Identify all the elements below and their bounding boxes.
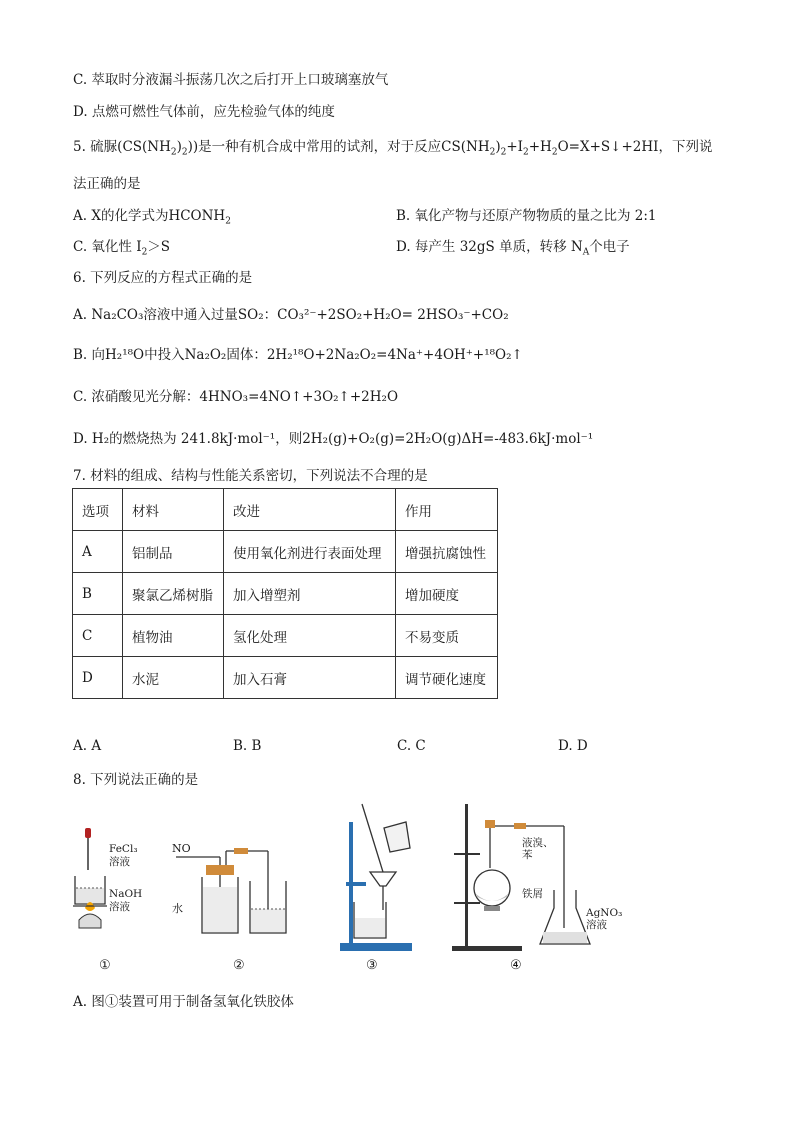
fig1-naoh-label: NaOH: [109, 888, 143, 900]
q5-stem: 5. 硫脲$(CS(NH_2)_2)$)是一种有机合成中常用的试剂，对于反应$CS(NH_2)_2+I_2+H_2O=X+S↓+2HI$，下列说: [73, 139, 713, 158]
q5-stem-eq: +I: [506, 139, 524, 155]
figure-3-label: ③: [366, 958, 378, 973]
table-row: [73, 573, 498, 615]
figure-1: [65, 828, 155, 948]
q5-option-d: D. 每产生 32gS 单质，转移 $N_A$个电子: [396, 239, 630, 258]
fig4-iron-label: 铁屑: [522, 888, 543, 900]
table-cell: B: [73, 573, 123, 615]
table-header-cell: 选项: [73, 489, 123, 531]
fig1-fecl3-label: FeCl₃: [109, 843, 138, 855]
q5-option-c: C. 氧化性 $I_2>S$: [73, 239, 171, 258]
q7-stem: 7. 材料的组成、结构与性能关系密切，下列说法不合理的是: [73, 468, 428, 484]
q4-option-d: D. 点燃可燃性气体前，应先检验气体的纯度: [73, 104, 335, 120]
apparatus-4-drawing: [440, 798, 610, 954]
q5-option-a-text: A. X的化学式为HCONH: [73, 208, 226, 224]
fig2-no-label: NO: [172, 842, 191, 855]
table-cell: 聚氯乙烯树脂: [123, 573, 224, 615]
fig1-solution2-label: 溶液: [109, 901, 130, 913]
apparatus-2-drawing: [168, 843, 298, 943]
q6-option-d: D. H₂的燃烧热为 241.8kJ·mol⁻¹，则2H₂(g)+O₂(g)=2H₂O(g)ΔH=-483.6kJ·mol⁻¹: [73, 431, 594, 447]
table-cell: 增强抗腐蚀性: [396, 531, 498, 573]
fig2-water-label: 水: [172, 902, 183, 915]
q7-option-a: A. A: [73, 738, 102, 754]
q6-stem: 6. 下列反应的方程式正确的是: [73, 270, 253, 286]
q8-stem: 8. 下列说法正确的是: [73, 772, 199, 788]
q5-stem-eq3: O=X+S↓+2HI，下列说: [557, 139, 713, 155]
table-cell: 不易变质: [396, 615, 498, 657]
table-cell: 使用氧化剂进行表面处理: [224, 531, 396, 573]
table-cell: 水泥: [123, 657, 224, 699]
table-header-row: [73, 489, 498, 531]
fig4-agno3-label: AgNO₃: [586, 907, 623, 919]
table-cell: 植物油: [123, 615, 224, 657]
table-cell: A: [73, 531, 123, 573]
q5-option-b: B. 氧化产物与还原产物物质的量之比为 2:1: [396, 208, 657, 224]
q7-table: [72, 488, 498, 699]
q4-option-c: C. 萃取时分液漏斗振荡几次之后打开上口玻璃塞放气: [73, 72, 389, 88]
q5-stem-line2: 法正确的是: [73, 176, 141, 192]
q5-option-d-pre: D. 每产生 32gS 单质，转移 N: [396, 239, 583, 255]
figure-2-label: ②: [233, 958, 245, 973]
table-cell: 铝制品: [123, 531, 224, 573]
figure-1-label: ①: [99, 958, 111, 973]
figure-4-label: ④: [510, 958, 522, 973]
table-row: [73, 531, 498, 573]
table-header-cell: 作用: [396, 489, 498, 531]
q7-option-d: D. D: [558, 738, 588, 754]
q6-option-a: A. Na₂CO₃溶液中通入过量SO₂：CO₃²⁻+2SO₂+H₂O= 2HSO₃⁻+CO₂: [73, 307, 509, 323]
table-cell: 加入石膏: [224, 657, 396, 699]
table-header-cell: 改进: [224, 489, 396, 531]
q7-option-c: C. C: [397, 738, 426, 754]
table-cell: 加入增塑剂: [224, 573, 396, 615]
table-header-cell: 材料: [123, 489, 224, 531]
table-cell: 调节硬化速度: [396, 657, 498, 699]
fig1-solution-label: 溶液: [109, 856, 130, 868]
q5-option-c-post: ＞S: [147, 239, 171, 255]
q5-option-a: A. X的化学式为$HCONH_2$: [73, 208, 231, 227]
q5-stem-pre: 5. 硫脲(CS(NH: [73, 139, 171, 155]
figure-4: [440, 798, 623, 954]
q5-stem-eq2: +H: [528, 139, 552, 155]
apparatus-3-drawing: [330, 800, 420, 955]
figure-2: [168, 843, 298, 943]
q8-option-a: A. 图①装置可用于制备氢氧化铁胶体: [73, 994, 294, 1010]
q5-option-c-pre: C. 氧化性 I: [73, 239, 142, 255]
fig4-bromine-label: 液溴、: [522, 837, 554, 849]
table-row: [73, 615, 498, 657]
figure-3: [330, 800, 420, 955]
table-cell: C: [73, 615, 123, 657]
table-row: [73, 657, 498, 699]
q6-option-c: C. 浓硝酸见光分解：4HNO₃=4NO↑+3O₂↑+2H₂O: [73, 389, 399, 405]
q7-option-b: B. B: [233, 738, 262, 754]
table-cell: 氢化处理: [224, 615, 396, 657]
table-cell: D: [73, 657, 123, 699]
q6-option-b: B. 向H₂¹⁸O中投入Na₂O₂固体：2H₂¹⁸O+2Na₂O₂=4Na⁺+4OH⁺+¹⁸O₂↑: [73, 347, 523, 363]
q5-option-d-post: 个电子: [589, 239, 630, 255]
fig4-solution-label: 溶液: [586, 919, 607, 931]
q5-stem-mid: ))是一种有机合成中常用的试剂，对于反应: [187, 139, 442, 155]
table-cell: 增加硬度: [396, 573, 498, 615]
fig4-benzene-label: 苯: [522, 849, 533, 861]
